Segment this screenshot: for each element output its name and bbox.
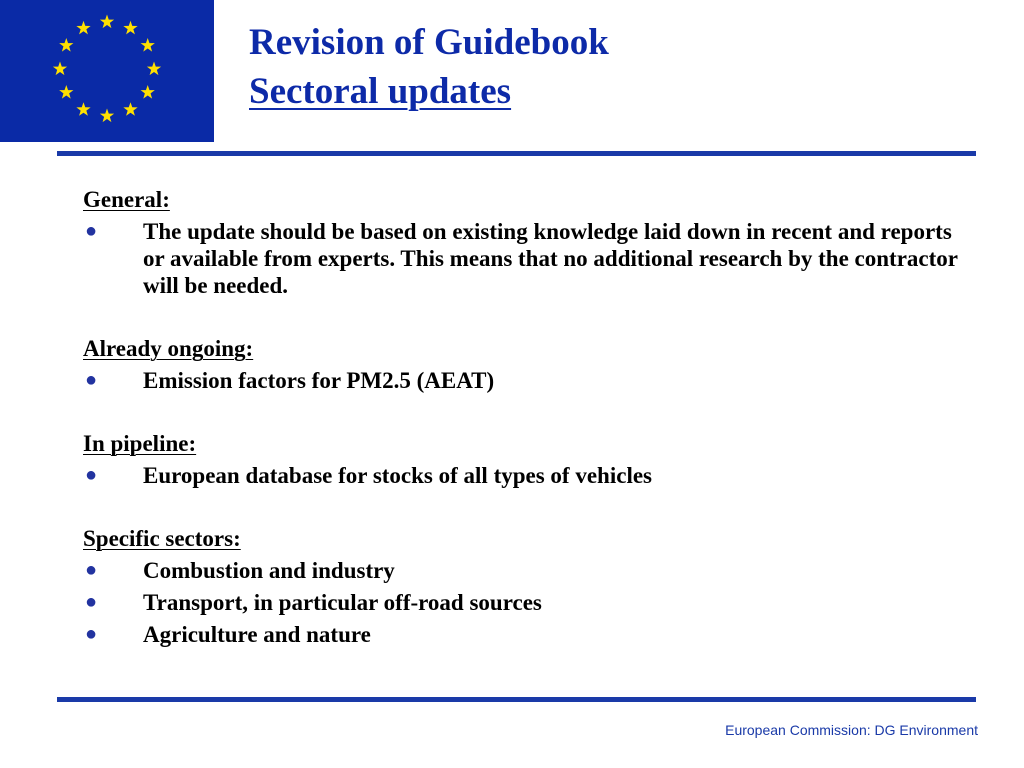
bullet-icon: ●: [85, 559, 98, 581]
list-item: [83, 462, 963, 489]
bullet-icon: ●: [85, 220, 98, 242]
bullet-icon: ●: [85, 591, 98, 613]
eu-flag-icon: [0, 0, 214, 142]
list-item-text: The update should be based on existing knowledge laid down in recent and reports or available from experts. This means that no additional research by the contractor will be needed.: [143, 219, 958, 298]
list-item-text: Combustion and industry: [143, 558, 395, 583]
slide-body: [83, 186, 963, 648]
list-item: [83, 589, 963, 616]
top-divider: [57, 151, 976, 156]
bullet-icon: ●: [85, 623, 98, 645]
page-title: [249, 18, 609, 116]
bullet-icon: ●: [85, 369, 98, 391]
list-item: [83, 367, 963, 394]
section-heading-already-ongoing: Already ongoing:: [83, 336, 254, 361]
footer-text: European Commission: DG Environment: [725, 722, 978, 738]
title-line-1: Revision of Guidebook: [249, 22, 609, 63]
bottom-divider: [57, 697, 976, 702]
bullet-icon: ●: [85, 464, 98, 486]
list-item: [83, 218, 963, 299]
section-heading-in-pipeline: In pipeline:: [83, 431, 197, 456]
section-heading-general: General:: [83, 187, 170, 212]
list-item-text: Agriculture and nature: [143, 622, 371, 647]
list-item: [83, 621, 963, 648]
list-item: [83, 557, 963, 584]
list-item-text: European database for stocks of all types of vehicles: [143, 463, 652, 488]
list-item-text: Emission factors for PM2.5 (AEAT): [143, 368, 495, 393]
title-line-2: Sectoral updates: [249, 71, 512, 112]
list-item-text: Transport, in particular off-road sources: [143, 590, 542, 615]
section-heading-specific-sectors: Specific sectors:: [83, 526, 241, 551]
